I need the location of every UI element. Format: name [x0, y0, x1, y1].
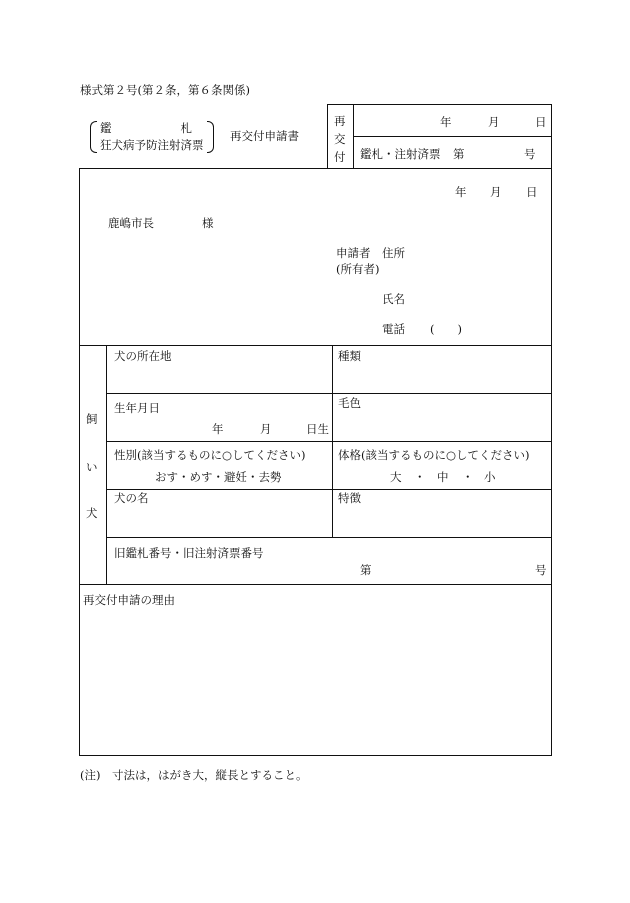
- sex-options: おす・めす・避妊・去勢: [155, 470, 282, 484]
- reissue-date-day: 日: [535, 115, 547, 129]
- reissue-date-year: 年: [440, 115, 452, 129]
- tag-label: 鑑札・注射済票: [360, 147, 441, 161]
- name-label: 氏名: [382, 292, 405, 306]
- reissue-date-month: 月: [488, 115, 500, 129]
- app-date-year: 年: [455, 185, 467, 199]
- birth-month: 月: [260, 422, 272, 436]
- coat-color-label: 毛色: [338, 396, 361, 410]
- birth-date-label: 生年月日: [114, 401, 160, 415]
- old-number-label: 旧鑑札番号・旧注射済票番号: [114, 546, 264, 560]
- owner-label: (所有者): [336, 262, 380, 276]
- reissue-char-2: 交: [334, 132, 346, 146]
- size-small: 小: [484, 470, 496, 484]
- phone-paren: ( ): [430, 322, 462, 336]
- old-number-dai: 第: [360, 563, 372, 577]
- size-dot-2: ・: [462, 470, 474, 484]
- breed-label: 種類: [338, 349, 361, 363]
- dog-section-char-3: 犬: [86, 506, 98, 520]
- address-label: 住所: [382, 246, 405, 260]
- form-number: 様式第２号(第２条，第６条関係): [80, 83, 250, 97]
- size-label: 体格(該当するものに○してください): [338, 448, 530, 462]
- reissue-char-3: 付: [334, 150, 346, 164]
- size-large: 大: [390, 470, 402, 484]
- right-brace: [207, 121, 214, 153]
- applicant-label: 申請者: [336, 246, 371, 260]
- dog-section-char-1: 飼: [86, 412, 98, 426]
- features-label: 特徴: [338, 491, 361, 505]
- note-label: (注): [80, 768, 101, 782]
- birth-year: 年: [212, 422, 224, 436]
- reissue-char-1: 再: [334, 114, 346, 128]
- size-mid: 中: [437, 470, 449, 484]
- form-title: 再交付申請書: [230, 129, 299, 143]
- addressee: 鹿嶋市長: [108, 216, 154, 230]
- old-number-go: 号: [535, 563, 547, 577]
- reason-label: 再交付申請の理由: [83, 593, 175, 607]
- addressee-sama: 様: [202, 216, 214, 230]
- sex-label: 性別(該当するものに○してください): [114, 448, 306, 462]
- note-text: 寸法は，はがき大，縦長とすること。: [112, 768, 308, 782]
- tag-go: 号: [524, 147, 536, 161]
- app-date-month: 月: [490, 185, 502, 199]
- size-dot-1: ・: [414, 470, 426, 484]
- birth-day: 日生: [306, 422, 329, 436]
- phone-label: 電話: [382, 322, 405, 336]
- dog-name-label: 犬の名: [114, 491, 149, 505]
- brace-line-1: 鑑 札: [100, 121, 192, 135]
- left-brace: [90, 121, 97, 153]
- tag-dai: 第: [453, 147, 465, 161]
- location-label: 犬の所在地: [114, 349, 172, 363]
- app-date-day: 日: [526, 185, 538, 199]
- dog-section-char-2: い: [86, 460, 98, 474]
- brace-line-2: 狂犬病予防注射済票: [100, 138, 204, 152]
